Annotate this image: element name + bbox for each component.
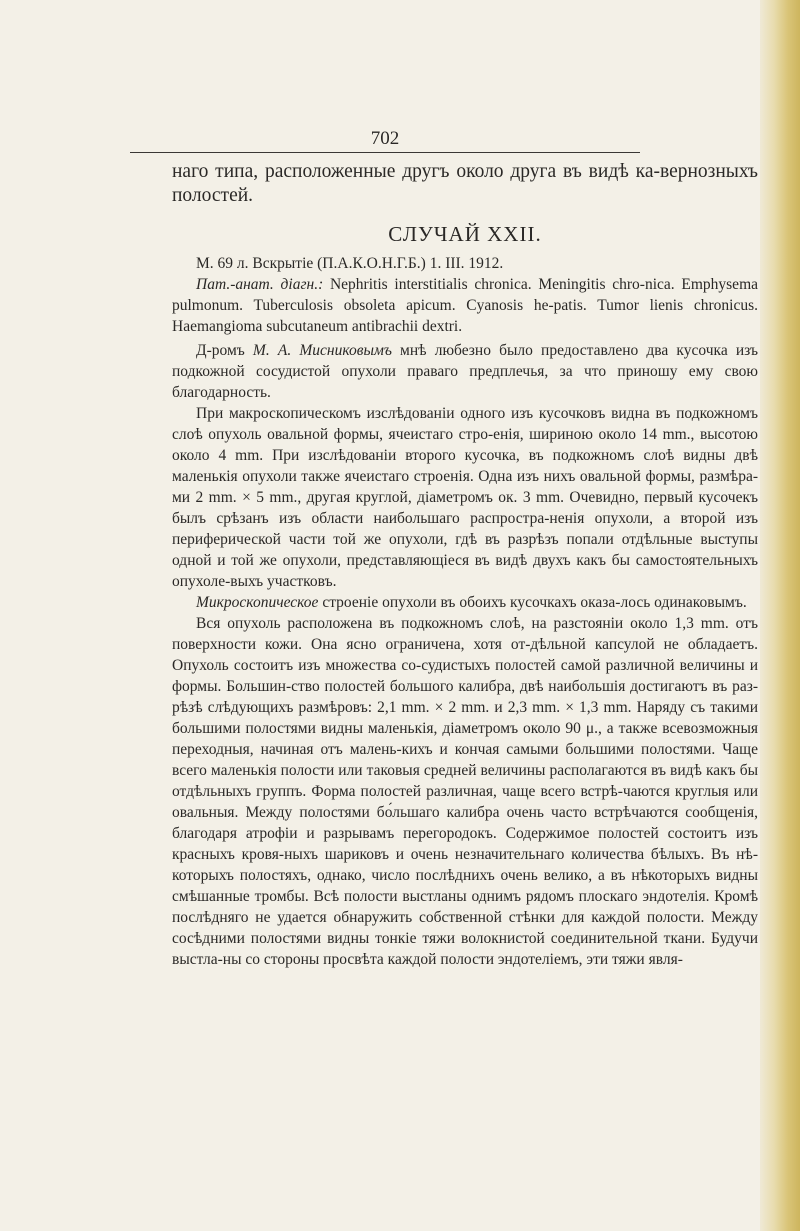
paragraph-4: Вся опухоль расположена въ подкожномъ слоѣ, на разстояніи около 1,3 mm. отъ поверхности кожи. Она ясно ограничена, хотя от-дѣльной капсулой не обладаетъ. Опухоль состоитъ изъ множества со-судистыхъ полостей самой различной величины и формы. Большин-ство полостей большого калибра, двѣ наибольшія достигаютъ въ раз-рѣзѣ слѣдующихъ размѣровъ: 2,1 mm. × 2 mm. и 2,3 mm. × 1,3 mm. Наряду съ такими большими полостями видны маленькія, діаметромъ около 90 μ., а также всевозможныя переходныя, начиная отъ малень-кихъ и кончая самыми большими полостями. Чаще всего маленькія полости или таковыя средней величины располагаются въ видѣ какъ бы отдѣльныхъ группъ. Форма полостей различная, чаще всего встрѣ-чаются круглыя или овальныя. Между полостями бо́льшаго калибра очень часто встрѣчаются сообщенія, благодаря атрофіи и разрывамъ перегородокъ. Содержимое полостей состоитъ изъ красныхъ кровя-ныхъ шариковъ и очень незначительнаго количества бѣлыхъ. Въ нѣ-которыхъ полостяхъ, однако, число послѣднихъ очень велико, а въ нѣкоторыхъ видны смѣшанные тромбы. Всѣ полости выстланы однимъ рядомъ плоскаго эндотелія. Кромѣ послѣдняго не удается обнаружить собственной стѣнки для каждой полости. Между сосѣдними полостями видны тонкіе тяжи волокнистой соединительной ткани. Будучи выстла-ны со стороны просвѣта каждой полости эндотеліемъ, эти тяжи явля- xyxy=(172,615,758,968)
p1-rest: мнѣ любезно было предоставлено два кусочка изъ подкожной сосудистой опухоли праваго предплечья, за что приношу ему свою благодарность. xyxy=(172,342,759,401)
page-content xyxy=(172,160,758,970)
p1-prefix: Д-ромъ xyxy=(196,342,253,359)
paragraph-3 xyxy=(172,592,758,613)
page-number: 702 xyxy=(370,128,400,149)
p3-label: Микроскопическое xyxy=(196,594,319,611)
paragraph-1 xyxy=(172,340,758,403)
case-diagnosis xyxy=(172,274,758,337)
paragraph-2: При макроскопическомъ изслѣдованіи одного изъ кусочковъ видна въ подкожномъ слоѣ опухоль овальной формы, ячеистаго стро-енія, шириною около 14 mm., высотою около 4 mm. При изслѣдованіи второго кусочка, въ подкожномъ слоѣ видны двѣ маленькія опухоли также ячеистаго строенія. Одна изъ нихъ овальной формы, размѣра-ми 2 mm. × 5 mm., другая круглой, діаметромъ ок. 3 mm. Очевидно, первый кусочекъ былъ срѣзанъ изъ области наибольшаго распростра-ненія опухоли, а второй изъ периферической части той же опухоли, гдѣ въ разрѣзъ попали отдѣльные выступы одной и той же опухоли, представляющіеся въ видѣ двухъ какъ бы самостоятельныхъ опухоле-выхъ участковъ. xyxy=(172,405,758,590)
p1-name: М. А. Мисниковымъ xyxy=(252,342,392,359)
intro-text: наго типа, расположенные другъ около друга въ видѣ ка-вернозныхъ полостей. xyxy=(172,161,758,206)
page-edge xyxy=(760,0,800,1231)
header-rule xyxy=(130,152,640,153)
p3-rest: строеніе опухоли въ обоихъ кусочкахъ оказа-лось одинаковымъ. xyxy=(318,594,747,611)
body-text xyxy=(172,340,758,970)
case-title: СЛУЧАЙ XXII. xyxy=(388,222,542,246)
diagnosis-label: Пат.-анат. діагн.: xyxy=(196,276,324,293)
case-header xyxy=(172,253,758,337)
case-meta: М. 69 л. Вскрытіе (П.А.К.О.Н.Г.Б.) 1. III. 1912. xyxy=(196,255,504,272)
diagnosis-text: Nephritis interstitialis chronica. Meningitis chro-nica. Emphysema pulmonum. Tuberculosis obsoleta apicum. Cyanosis he-patis. Tumor lienis chronicus. Haemangioma subcutaneum antibrachii dextri. xyxy=(172,276,759,335)
